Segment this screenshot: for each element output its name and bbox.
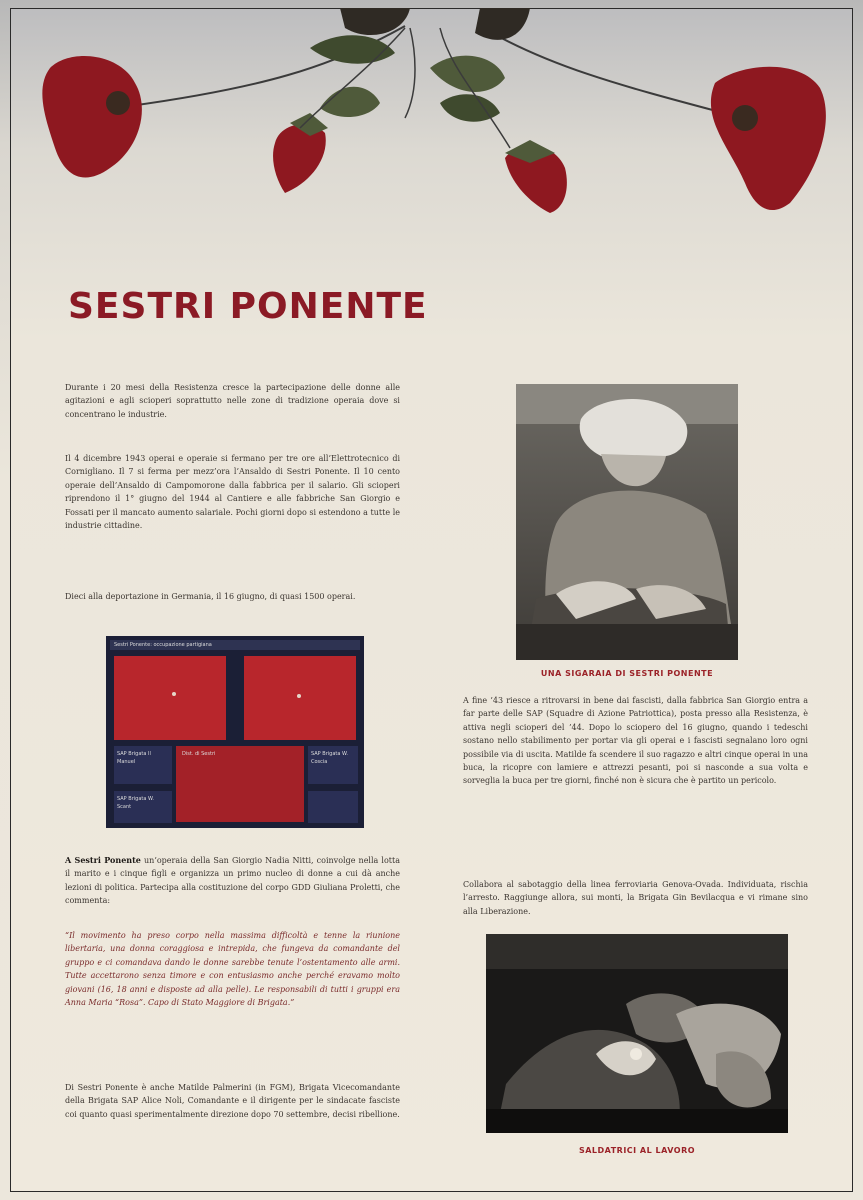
- screen-header-label: Sestri Ponente: occupazione partigiana: [114, 642, 212, 648]
- proletti-quote: “Il movimento ha preso corpo nella massima difficoltà e tenne la riunione libertaria, una donna coraggiosa e intrepida, che fungeva da comandante del gruppo e ci comandava dando le donne sarebbe tenute l’ostentamento alle armi. Tutte accettarono senza timore e con entusiasmo anche perché eravamo molto giovani (16, 18 anni e disposte ad alla pelle). Le responsabili di tutti i gruppi era Anna Maria “Rosa”. Capo di Stato Maggiore di Brigata.”: [65, 931, 400, 1008]
- screen-box-label-2: Dist. di Sestri: [182, 751, 216, 757]
- welders-caption: SALDATRICI AL LAVORO: [578, 1146, 696, 1155]
- exhibit-panel: [10, 8, 853, 1192]
- strikes-paragraph: Il 4 dicembre 1943 operai e operaie si fermano per tre ore all’Elettrotecnico di Cornigliano. Il 7 si ferma per mezz’ora l’Ansaldo di Sestri Ponente. Il 10 cento operaie dell’Ansaldo di Campomorone dalla fabbrica per il salario. Gli scioperi riprendono il 1° giugno del 1944 al Cantiere e alle fabbriche San Giorgio e Fossati per il mancato aumento salariale. Pochi giorni dopo si estendono a tutte le industrie cittadine.: [65, 454, 400, 531]
- left-poppy-flower: [42, 56, 142, 178]
- cigar-worker-caption: UNA SIGARAIA DI SESTRI PONENTE: [540, 669, 714, 678]
- deportation-paragraph: Dieci alla deportazione in Germania, il 16 giugno, di quasi 1500 operai.: [65, 592, 356, 601]
- sap-paragraph: A fine ’43 riesce a ritrovarsi in bene dai fascisti, dalla fabbrica San Giorgio entra a far parte delle SAP (Squadre di Azione Patriottica), posta presso alla Resistenza, è attiva negli scioperi del ’44. Dopo lo sciopero del 16 giugno, quando i tedeschi sostano nello stabilimento per portar via gli operai e i fascisti segnalano loro ogni possibile via di uscita. Matilde fa scendere il suo ragazzo e altri cinque operai in una buca, la ricopre con lamiere e attrezzi pesanti, poi si nasconde a sua volta e sorveglia la buca per tre giorni, finché non è sicura che è partito un pericolo.: [463, 696, 808, 786]
- nitti-lead: A Sestri Ponente: [65, 855, 141, 865]
- screen-box-label-3: SAP Brigata W. Coscia: [311, 751, 348, 765]
- right-poppy-flower: [711, 67, 826, 210]
- screen-box-label-4: SAP Brigata W. Scant: [117, 796, 154, 810]
- nitti-paragraph: [65, 854, 400, 908]
- welders-photo: [486, 934, 788, 1133]
- cigar-worker-photo: [516, 384, 738, 660]
- sabotage-paragraph: Collabora al sabotaggio della linea ferroviaria Genova-Ovada. Individuata, rischia l’arresto. Raggiunge allora, sui monti, la Brigata Gin Bevilacqua e vi rimane sino alla Liberazione.: [463, 880, 808, 916]
- page-title: SESTRI PONENTE: [68, 286, 428, 327]
- center-bud-left: [273, 124, 326, 193]
- nitti-text: un’operaia della San Giorgio Nadia Nitti, coinvolge nella lotta il marito e i cinque figli e organizza un primo nucleo di donne a cui dà anche lezioni di politica. Partecipa alla costituzione del corpo GDD Giuliana Proletti, che commenta:: [65, 856, 401, 906]
- palmerini-paragraph: Di Sestri Ponente è anche Matilde Palmerini (in FGM), Brigata Vicecomandante della Brigata SAP Alice Noli, Comandante e il dirigente per le sindacate fasciste coi quanto quasi sperimentalmente direzione dopo 70 settembre, decisi ribellione.: [65, 1083, 400, 1119]
- screen-box-label-1: SAP Brigata Il Manuel: [117, 751, 151, 765]
- poppy-decoration: [10, 8, 853, 238]
- intro-paragraph: Durante i 20 mesi della Resistenza cresce la partecipazione delle donne alle agitazioni e agli scioperi soprattutto nelle zone di tradizione operaia dove si concentrano le industrie.: [65, 383, 400, 419]
